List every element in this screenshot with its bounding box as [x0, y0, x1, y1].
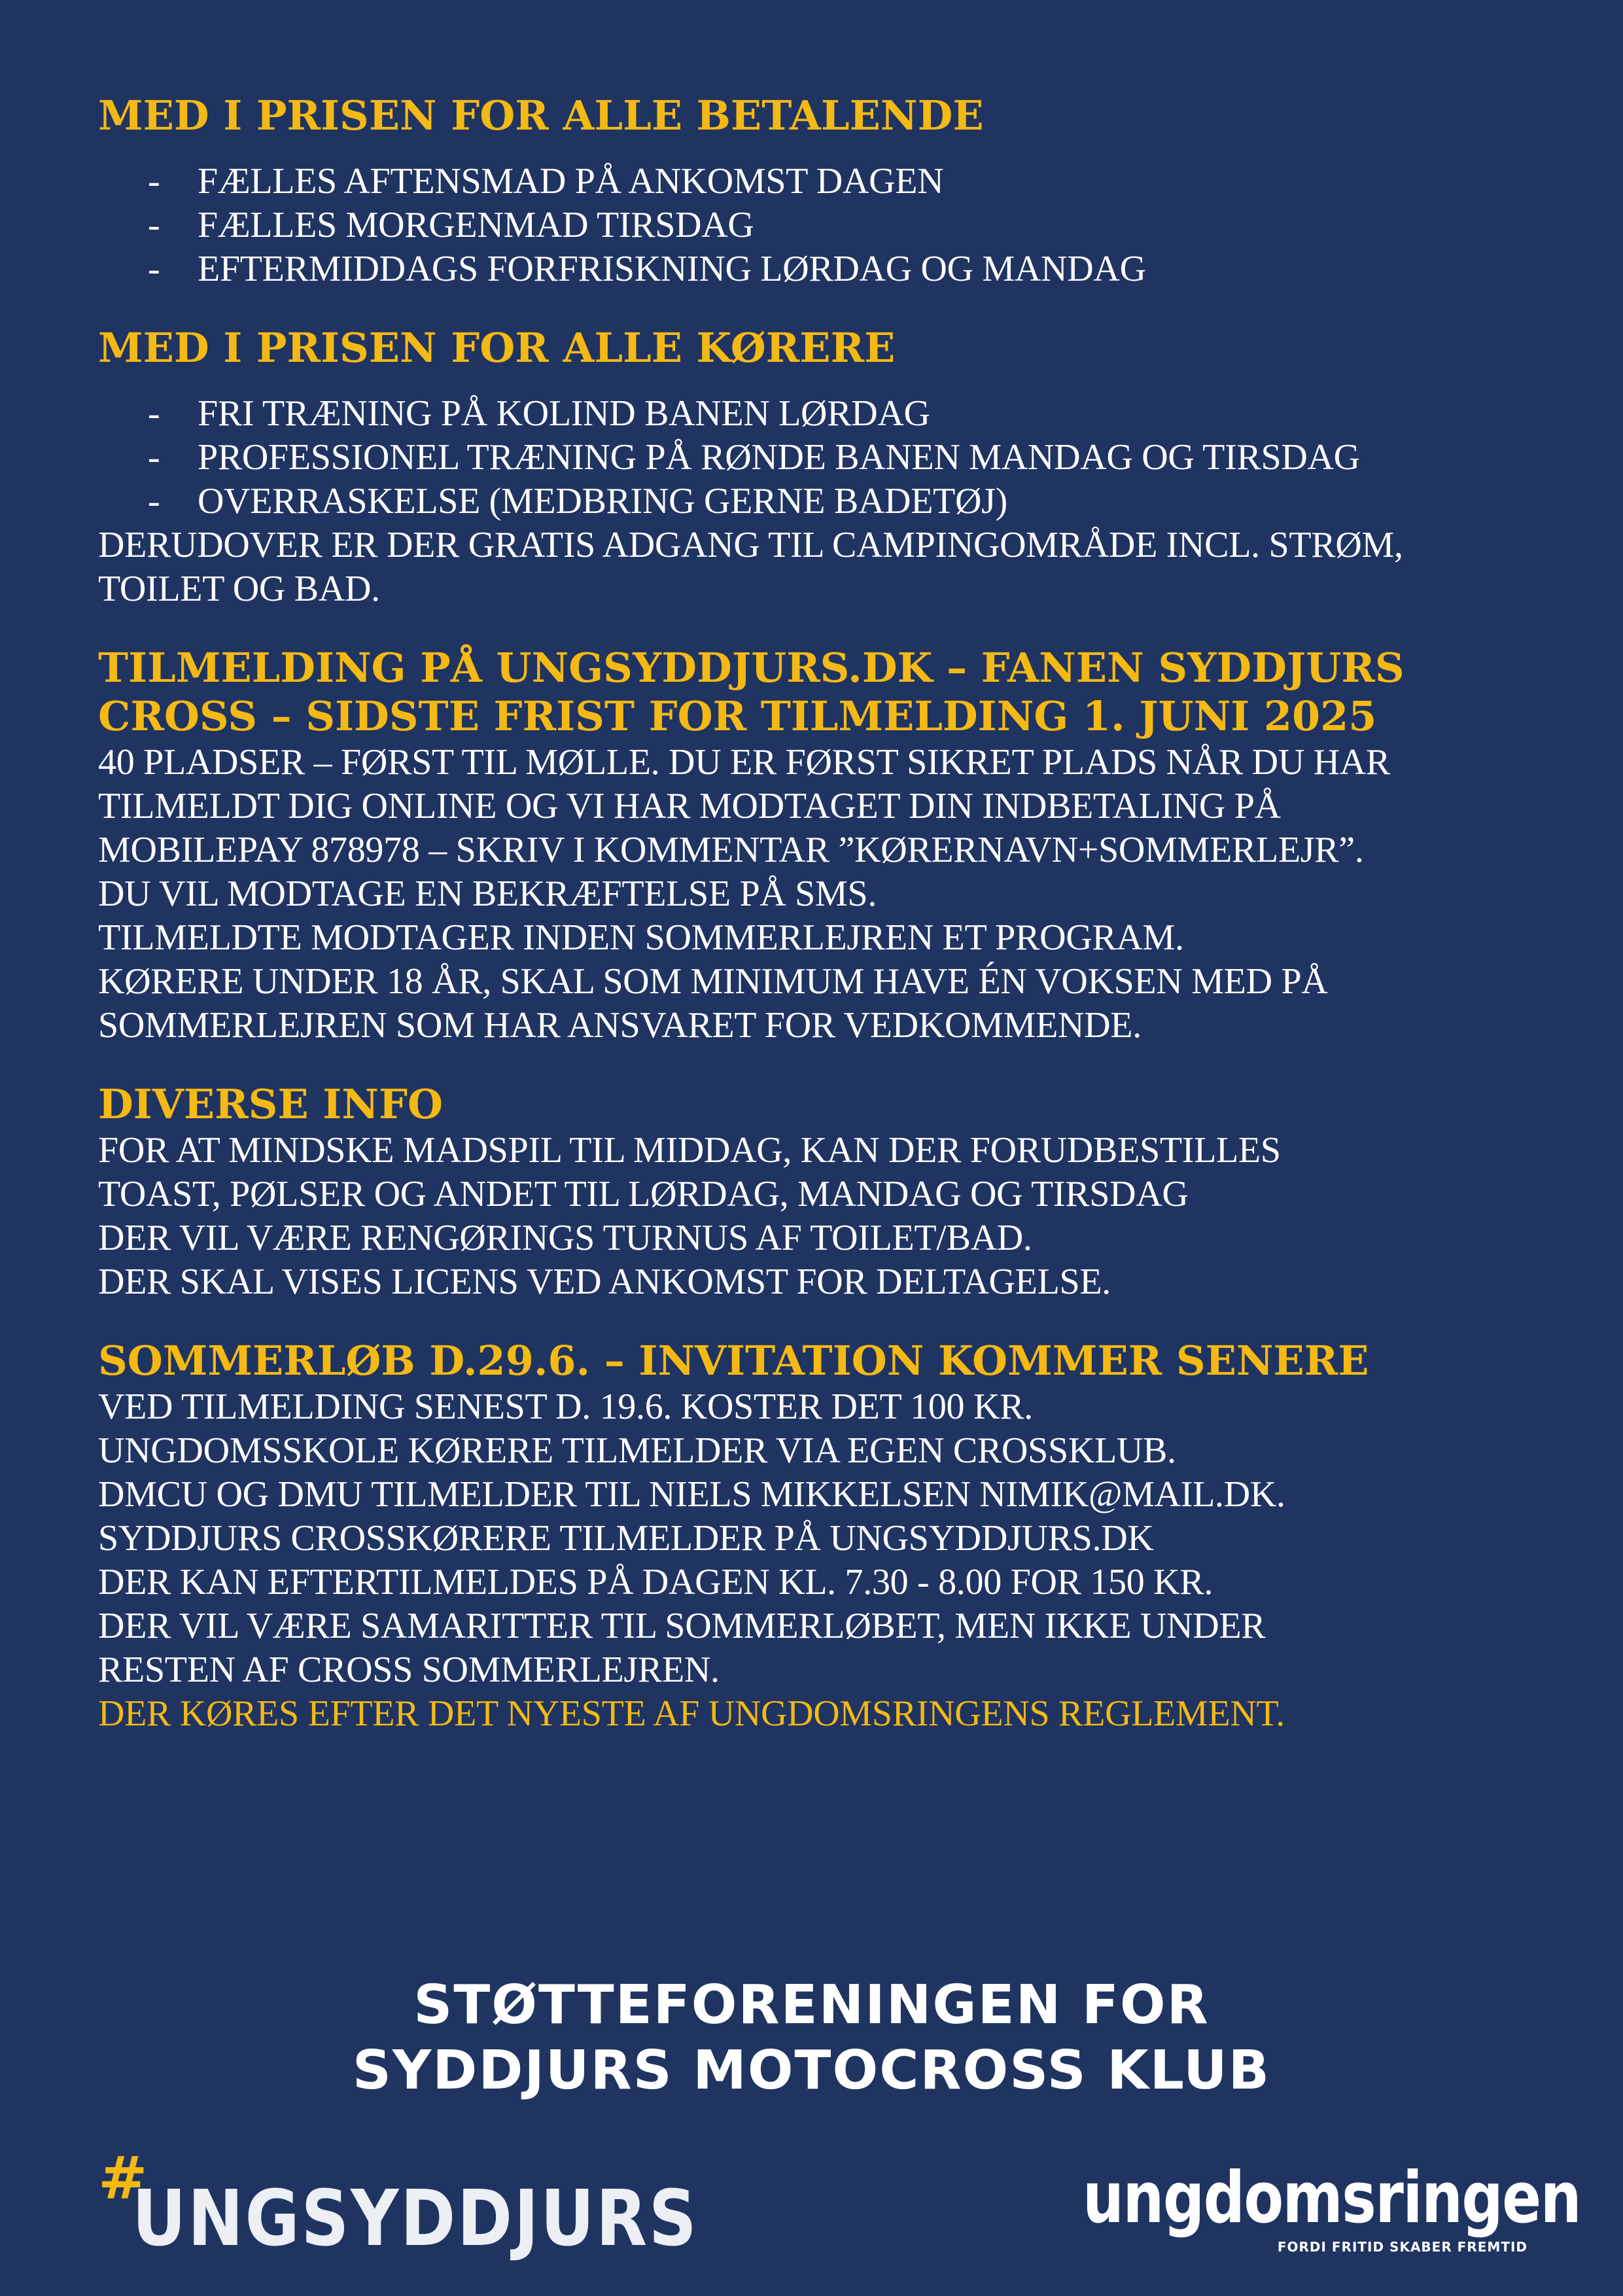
- list-item: - EFTERMIDDAGS FORFRISKNING LØRDAG OG MANDAG: [148, 249, 1146, 289]
- ungdomsringen-logo: ungdomsringen FORDI FRITID SKABER FREMTID: [1083, 2157, 1580, 2255]
- camping-info: DERUDOVER ER DER GRATIS ADGANG TIL CAMPINGOMRÅDE INCL. STRØM, TOILET OG BAD.: [98, 525, 1403, 609]
- heading-tilmelding: TILMELDING PÅ UNGSYDDJURS.DK – FANEN SYDDJURS CROSS – SIDSTE FRIST FOR TILMELDING 1. JUNI 2025: [98, 644, 1405, 740]
- hashtag-icon: #: [98, 2144, 148, 2213]
- samaritter-text: DER VIL VÆRE SAMARITTER TIL SOMMERLØBET, MEN IKKE UNDER RESTEN AF CROSS SOMMERLEJREN. DER KØRES EFTER DET NYESTE AF UNGDOMSRINGENS REGLEMENT.: [98, 1606, 1285, 1734]
- heading-betalende: MED I PRISEN FOR ALLE BETALENDE: [98, 92, 984, 139]
- list-item: - FÆLLES MORGENMAD TIRSDAG: [148, 205, 754, 245]
- heading-sommerlob: SOMMERLØB D.29.6. – INVITATION KOMMER SENERE: [98, 1337, 1369, 1385]
- list-item: - FÆLLES AFTENSMAD PÅ ANKOMST DAGEN: [148, 161, 944, 202]
- heading-korere: MED I PRISEN FOR ALLE KØRERE: [98, 324, 896, 372]
- list-item: - OVERRASKELSE (MEDBRING GERNE BADETØJ): [148, 481, 1007, 521]
- support-association-title: STØTTEFORENINGEN FOR SYDDJURS MOTOCROSS KLUB: [352, 1974, 1271, 2102]
- list-item: - PROFESSIONEL TRÆNING PÅ RØNDE BANEN MANDAG OG TIRSDAG: [148, 437, 1360, 478]
- reglement-note: DER KØRES EFTER DET NYESTE AF UNGDOMSRINGENS REGLEMENT.: [98, 1693, 1285, 1734]
- list-betalende: [98, 160, 1537, 291]
- ungsyddjurs-logo: # UNGSYDDJURS: [98, 2144, 699, 2263]
- flyer-content: [98, 92, 1537, 1736]
- list-item: - FRI TRÆNING PÅ KOLIND BANEN LØRDAG: [148, 393, 930, 434]
- list-korere: [98, 392, 1537, 523]
- heading-diverse: DIVERSE INFO: [98, 1080, 443, 1128]
- tilmelding-text: 40 PLADSER – FØRST TIL MØLLE. DU ER FØRST SIKRET PLADS NÅR DU HAR TILMELDT DIG ONLINE OG VI HAR MODTAGET DIN INDBETALING PÅ MOBILEPAY 878978 – SKRIV I KOMMENTAR ”KØRERNAVN+SOMMERLEJR”. DU VIL MODTAGE EN BEKRÆFTELSE PÅ SMS. TILMELDTE MODTAGER INDEN SOMMERLEJREN ET PROGRAM. KØRERE UNDER 18 ÅR, SKAL SOM MINIMUM HAVE ÉN VOKSEN MED PÅ SOMMERLEJREN SOM HAR ANSVARET FOR VEDKOMMENDE.: [98, 742, 1390, 1046]
- diverse-text: FOR AT MINDSKE MADSPIL TIL MIDDAG, KAN DER FORUDBESTILLES TOAST, PØLSER OG ANDET TIL LØRDAG, MANDAG OG TIRSDAG DER VIL VÆRE RENGØRINGS TURNUS AF TOILET/BAD. DER SKAL VISES LICENS VED ANKOMST FOR DELTAGELSE.: [98, 1130, 1281, 1302]
- sommerlob-text: VED TILMELDING SENEST D. 19.6. KOSTER DET 100 KR. UNGDOMSSKOLE KØRERE TILMELDER VIA EGEN CROSSKLUB. DMCU OG DMU TILMELDER TIL NIELS MIKKELSEN NIMIK@MAIL.DK. SYDDJURS CROSSKØRERE TILMELDER PÅ UNGSYDDJURS.DK DER KAN EFTERTILMELDES PÅ DAGEN KL. 7.30 - 8.00 FOR 150 KR.: [98, 1386, 1285, 1602]
